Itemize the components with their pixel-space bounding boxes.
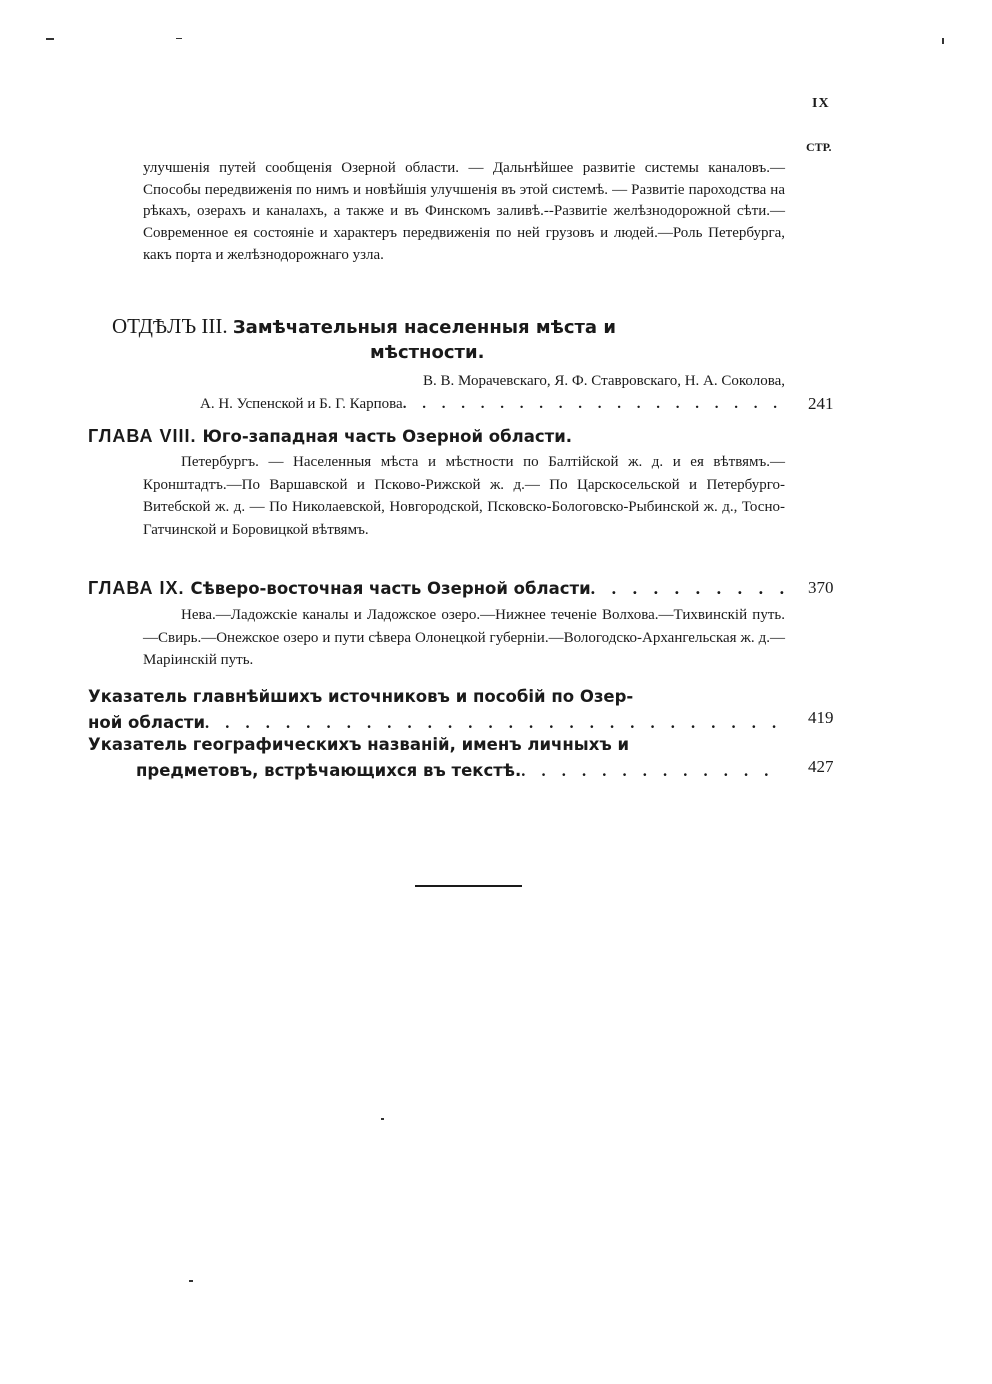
section-title-line1: Замѣчательныя населенныя мѣста и [232, 317, 616, 338]
index-names-entry [88, 732, 785, 784]
index-sources-entry [88, 684, 785, 736]
section-authors [200, 370, 785, 416]
dot-leader [521, 758, 785, 784]
scan-speck [176, 38, 182, 39]
end-divider [415, 885, 522, 887]
chapter-9-label: ГЛАВА IX. [88, 578, 185, 598]
index-names-line1: Указатель географическихъ названій, именъ личныхъ и [88, 735, 630, 754]
index-sources-page-number: 419 [808, 708, 834, 727]
chapter-9-title: Сѣверо-восточная часть Озерной области [190, 579, 591, 598]
chapter-9-heading [88, 576, 785, 601]
chapter-8-label: ГЛАВА VIII. [88, 426, 197, 446]
chapter-9-contents: Нева.—Ладожскіе каналы и Ладожское озеро.—Нижнее теченіе Волхова.—Тихвинскій путь.—Свирь.—Онежское озеро и пути сѣвера Олонецкой губерніи.—Вологодско-Архангельская ж. д.—Маріинскій путь. [143, 607, 785, 668]
scan-speck [381, 1118, 384, 1120]
index-sources-line1: Указатель главнѣйшихъ источниковъ и пособій по Озер- [88, 687, 634, 706]
dot-leader [403, 393, 785, 416]
authors-line2: А. Н. Успенской и Б. Г. Карпова [200, 396, 403, 412]
intro-paragraph: улучшенія путей сообщенія Озерной области. — Дальнѣйшее развитіе системы каналовъ.—Способы передвиженія по нимъ и новѣйшія улучшенія въ этой системѣ. — Развитіе пароходства на рѣкахъ, озерахъ и каналахъ, а также и въ Финскомъ заливѣ.--Развитіе желѣзнодорожной сѣти.—Современное ея состояніе и характеръ передвиженія по ней грузовъ и людей.—Роль Петербурга, какъ порта и желѣзнодорожнаго узла. [143, 160, 785, 263]
section-label: ОТДѢЛЪ III. [112, 314, 228, 338]
index-names-page-number: 427 [808, 757, 834, 776]
scan-speck [942, 38, 944, 44]
section-page-number: 241 [808, 394, 834, 413]
chapter-8-contents: Петербургъ. — Населенныя мѣста и мѣстности по Балтійской ж. д. и ея вѣтвямъ.—Кронштадтъ.—По Варшавской и Псково-Рижской ж. д.— По Царскосельской и Петербурго-Витебской ж. д. — По Николаевской, Новгородской, Псковско-Бологовско-Рыбинской ж. д., Тосно-Гатчинской и Боровицкой вѣтвямъ. [143, 454, 785, 538]
chapter-9-page-number: 370 [808, 578, 834, 597]
index-names-line2: предметовъ, встрѣчающихся въ текстѣ. [136, 761, 522, 780]
page-column-label: СТР. [806, 140, 832, 154]
scan-speck [46, 38, 54, 40]
page-number: IX [812, 96, 830, 111]
dot-leader [591, 576, 785, 600]
chapter-8-title: Юго-западная часть Озерной области. [202, 427, 573, 446]
index-names-line2-row [88, 758, 785, 784]
scan-speck [189, 1280, 193, 1282]
chapter-8-heading [88, 424, 788, 449]
chapter-8-body [143, 451, 785, 541]
section-heading [112, 314, 792, 365]
authors-line2-row [200, 393, 785, 416]
section-title-line2: мѣстности. [370, 342, 485, 363]
chapter-9-body [143, 604, 785, 672]
authors-line1: В. В. Морачевскаго, Я. Ф. Ставровскаго, Н. А. Соколова, [423, 373, 785, 389]
index-sources-line2: ной области [88, 713, 206, 732]
